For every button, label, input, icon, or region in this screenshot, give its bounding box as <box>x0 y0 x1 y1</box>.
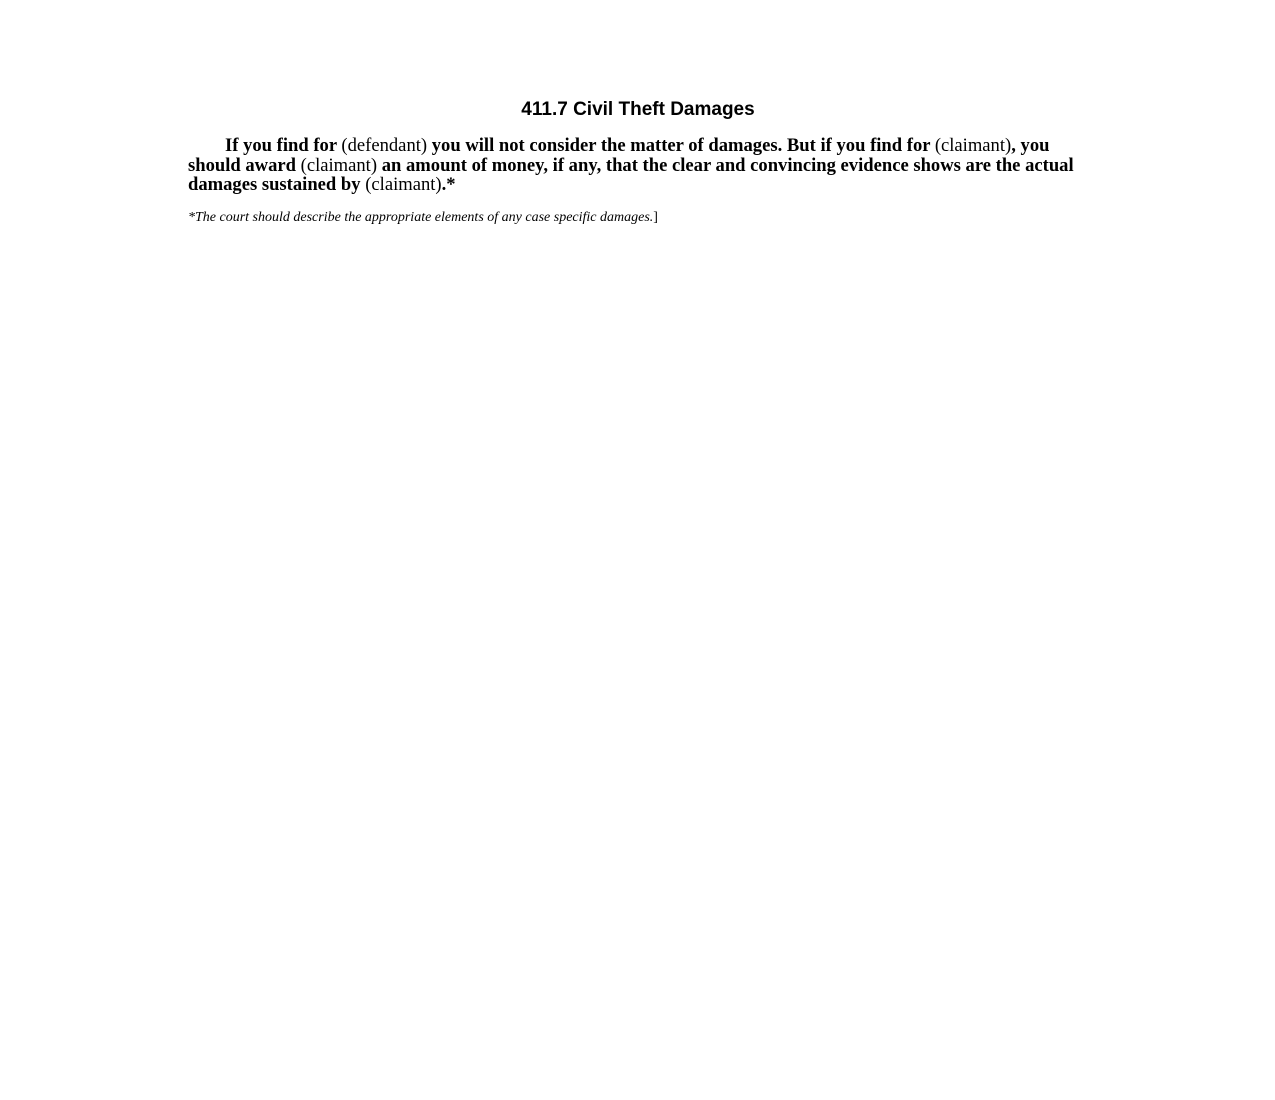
footnote-text: *The court should describe the appropriate elements of any case specific damages. <box>188 209 654 225</box>
party-placeholder-claimant: (claimant) <box>934 135 1012 156</box>
page-title: 411.7 Civil Theft Damages <box>521 99 755 120</box>
instruction-paragraph <box>188 136 1088 195</box>
paragraph-segment: , you should award <box>188 135 1050 176</box>
party-placeholder-claimant: (claimant) <box>365 174 442 195</box>
document-page <box>188 98 1088 227</box>
party-placeholder-claimant: (claimant) <box>300 154 378 176</box>
footnote <box>188 209 1088 227</box>
paragraph-segment: .* <box>441 174 456 195</box>
footnote-bracket: ] <box>653 209 658 225</box>
paragraph-segment: an amount of money, if any, that the clear and convincing evidence shows are the actual damages sustained by <box>188 154 1074 195</box>
party-placeholder-defendant: (defendant) <box>341 135 428 156</box>
paragraph-segment: you will not consider the matter of damages. But if you find for <box>427 135 935 156</box>
paragraph-segment: If you find for <box>225 135 342 156</box>
